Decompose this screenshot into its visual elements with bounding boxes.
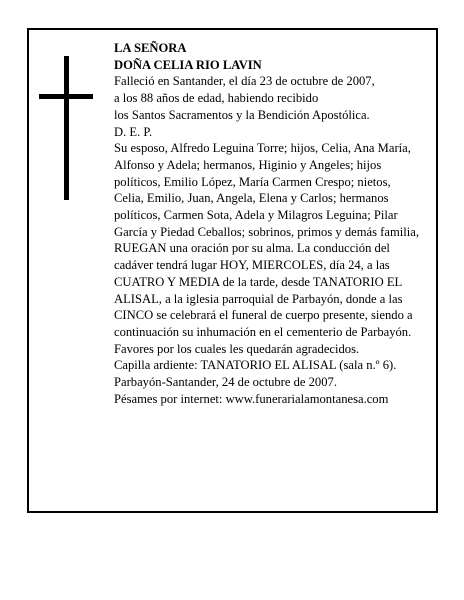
death-line: Falleció en Santander, el día 23 de octubre de 2007, <box>114 74 375 89</box>
latin-cross-icon <box>39 56 93 200</box>
condolences-line: Pésames por internet: www.funerarialamontanesa.com <box>114 391 389 406</box>
age-line: a los 88 años de edad, habiendo recibido <box>114 91 319 106</box>
deceased-name: DOÑA CELIA RIO LAVIN <box>114 57 262 72</box>
cross-vertical-bar <box>64 56 69 200</box>
cross-horizontal-bar <box>39 94 93 99</box>
obituary-notice <box>27 28 438 513</box>
obituary-title: LA SEÑORA <box>114 41 187 55</box>
place-date-line: Parbayón-Santander, 24 de octubre de 2007. <box>114 375 337 390</box>
family-paragraph: Su esposo, Alfredo Leguina Torre; hijos, Celia, Ana María, Alfonso y Adela; hermanos, Higinio y Angeles; hijos políticos, Emilio López, María Carmen Crespo; nietos, Celia, Emilio, Juan, Angela, Elena y Carlos; hermanos políticos, Carmen Sota, Adela y Milagros Leguina; Pilar García y Piedad Ceballos; sobrinos, primos y demás familia, <box>114 141 419 239</box>
dep-line: D. E. P. <box>114 124 153 139</box>
sacraments-line: los Santos Sacramentos y la Bendición Apostólica. <box>114 107 370 122</box>
chapel-line: Capilla ardiente: TANATORIO EL ALISAL (sala n.º 6). <box>114 358 397 373</box>
request-paragraph: RUEGAN una oración por su alma. La conducción del cadáver tendrá lugar HOY, MIERCOLES, día 24, a las CUATRO Y MEDIA de la tarde, desde TANATORIO EL ALISAL, a la iglesia parroquial de Parbayón, donde a las CINCO se celebrará el funeral de cuerpo presente, siendo a continuación su inhumación en el cementerio de Parbayón. Favores por los cuales les quedarán agradecidos. <box>114 241 413 356</box>
obituary-text <box>114 40 420 407</box>
